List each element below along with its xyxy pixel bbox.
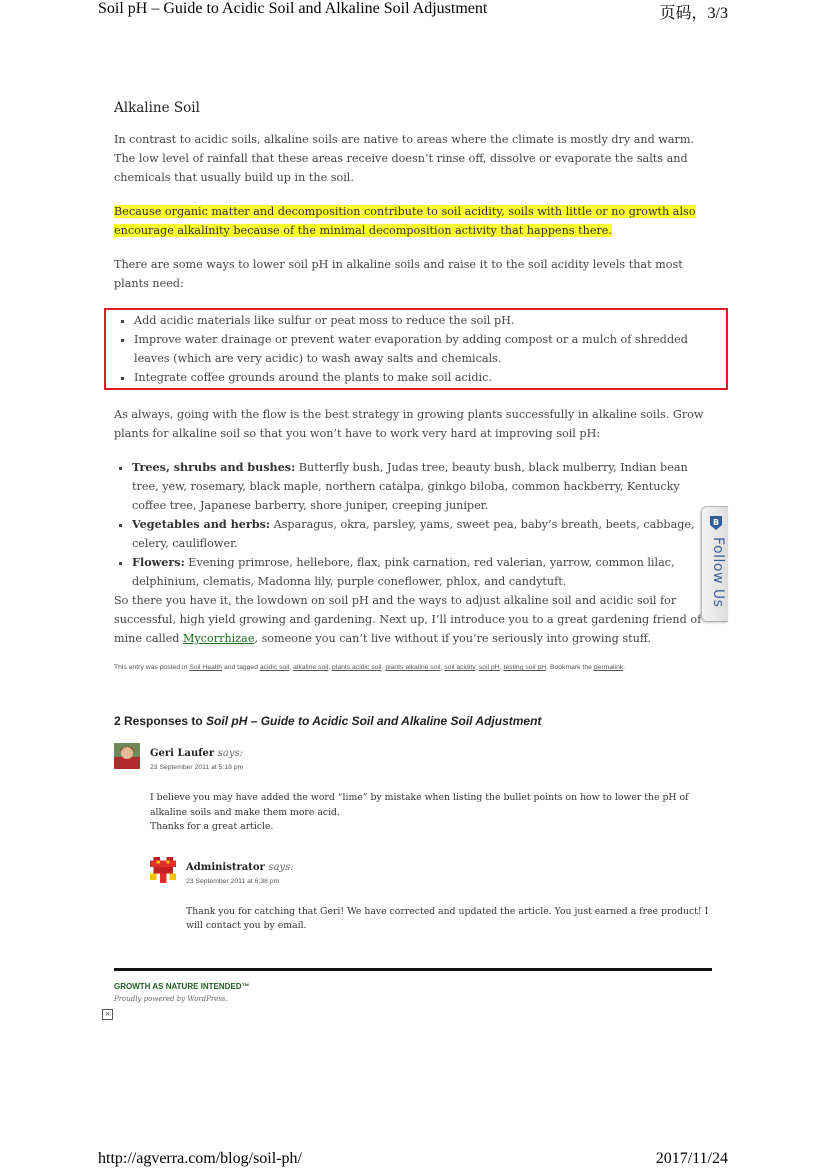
meta-text: . Bookmark the bbox=[546, 664, 594, 671]
plant-category-label: Flowers: bbox=[132, 555, 185, 569]
comment-date[interactable]: 23 September 2011 at 6:38 pm bbox=[186, 877, 280, 885]
comment-text: I believe you may have added the word “lime” by mistake when listing the bullet points on how to lower the pH of alkaline soils and make them more acid. bbox=[150, 792, 689, 818]
print-footer-date: 2017/11/24 bbox=[655, 1150, 728, 1167]
ways-list-box bbox=[104, 308, 728, 390]
follow-us-label: Follow Us bbox=[710, 537, 726, 608]
list-item bbox=[132, 515, 712, 553]
powered-by[interactable]: Proudly powered by WordPress. bbox=[114, 994, 228, 1003]
responses-title bbox=[114, 713, 712, 729]
conclusion-text-end: , someone you can’t live without if you’re seriously into growing stuff. bbox=[254, 632, 651, 645]
list-item: ▪ Integrate coffee grounds around the plants to make soil acidic. bbox=[134, 368, 712, 387]
tag-link[interactable]: soil acidity bbox=[444, 664, 476, 671]
plant-list-text: Evening primrose, hellebore, flax, pink carnation, red valerian, yarrow, common lilac, delphinium, clematis, Madonna lily, purple coneflower, phlox, and candytuft. bbox=[132, 556, 675, 588]
tag-link[interactable]: plants acidic soil bbox=[332, 664, 382, 671]
tag-link[interactable]: acidic soil bbox=[259, 664, 290, 671]
broken-image-icon: × bbox=[102, 1009, 113, 1020]
list-item bbox=[132, 458, 712, 515]
comment-header bbox=[150, 743, 712, 773]
list-item: ▪ Add acidic materials like sulfur or peat moss to reduce the soil pH. bbox=[134, 311, 712, 330]
comment-date[interactable]: 23 September 2011 at 5:18 pm bbox=[150, 764, 244, 771]
avatar bbox=[114, 743, 140, 769]
print-header-title: Soil pH – Guide to Acidic Soil and Alkaline Soil Adjustment bbox=[98, 0, 488, 17]
comment-reply bbox=[150, 857, 712, 934]
comment-text: Thank you for catching that Geri! We have corrected and updated the article. You just earned a free product! I will contact you by email. bbox=[186, 905, 709, 931]
responses-post-title: Soil pH – Guide to Acidic Soil and Alkaline Soil Adjustment bbox=[206, 714, 542, 728]
paragraph-highlighted bbox=[114, 202, 712, 240]
article-content bbox=[114, 98, 712, 1005]
plants-list bbox=[114, 458, 712, 591]
list-item bbox=[132, 553, 712, 591]
entry-meta: This entry was posted in Soil Health and tagged acidic soil, alkaline soil, plants acidic soil, plants alkaline soil, soil acidity, soil pH, testing soil pH. Bookmark the permalink. bbox=[114, 664, 626, 671]
follow-badge-icon bbox=[708, 515, 724, 531]
site-name[interactable]: GROWTH AS NATURE INTENDED™ bbox=[114, 981, 250, 991]
conclusion-text: So there you have it, the lowdown on soil pH and the ways to adjust alkaline soil and acidic soil for successful, high yield growing and gardening. Next up, I’ll introduce you to a great gardening friend of mine called bbox=[114, 594, 702, 645]
footer-divider bbox=[114, 968, 712, 971]
tag-link[interactable]: plants alkaline soil bbox=[385, 664, 441, 671]
paragraph-conclusion bbox=[114, 591, 712, 648]
category-link[interactable]: Soil Health bbox=[189, 664, 223, 671]
paragraph-plants-intro: As always, going with the flow is the best strategy in growing plants successfully in alkaline soils. Grow plants for alkaline soil so that you won’t have to work very hard at improving soil pH: bbox=[114, 408, 704, 440]
ways-list bbox=[116, 311, 712, 387]
meta-text: This entry was posted in bbox=[114, 664, 190, 671]
comment-text: Thanks for a great article. bbox=[150, 821, 274, 832]
svg-text:B: B bbox=[712, 518, 720, 527]
meta-text: and tagged bbox=[222, 664, 260, 671]
comment-says: says: bbox=[217, 748, 243, 759]
comment-author[interactable]: Administrator bbox=[186, 861, 265, 873]
list-item: ▪ Improve water drainage or prevent water evaporation by adding compost or a mulch of shredded leaves (which are very acidic) to wash away salts and chemicals. bbox=[134, 330, 712, 368]
section-heading: Alkaline Soil bbox=[114, 100, 200, 116]
paragraph-intro: In contrast to acidic soils, alkaline soils are native to areas where the climate is mostly dry and warm. The low level of rainfall that these areas receive doesn’t rinse off, dissolve or evaporate the salts and chemicals that usually build up in the soil. bbox=[114, 133, 695, 184]
comment-body bbox=[186, 905, 712, 934]
permalink-link[interactable]: permalink bbox=[593, 664, 624, 671]
plant-list-text: Asparagus, okra, parsley, yams, sweet pea, baby’s breath, beets, cabbage, celery, cauliflower. bbox=[132, 518, 695, 550]
comment-author[interactable]: Geri Laufer bbox=[150, 748, 215, 759]
plant-category-label: Trees, shrubs and bushes: bbox=[132, 460, 296, 474]
highlighted-text: Because organic matter and decomposition contribute to soil acidity, soils with little or no growth also encourage alkalinity because of the minimal decomposition activity that happens there. bbox=[114, 205, 696, 237]
comment-says: says: bbox=[268, 861, 294, 873]
comment-body bbox=[150, 791, 712, 835]
plant-category-label: Vegetables and herbs: bbox=[132, 517, 271, 531]
print-header-page-number: 页码，3/3 bbox=[659, 5, 728, 22]
plant-list-text: Butterfly bush, Judas tree, beauty bush, black mulberry, Indian bean tree, yew, rosemary, black maple, northern catalpa, ginkgo biloba, common hackberry, Kentucky coffee tree, Japanese barberry, shore juniper, creeping juniper. bbox=[132, 461, 688, 512]
responses-count: 2 Responses to bbox=[114, 714, 207, 728]
follow-us-widget[interactable] bbox=[701, 506, 728, 622]
tag-link[interactable]: soil pH bbox=[478, 664, 500, 671]
comment bbox=[114, 743, 712, 934]
avatar bbox=[150, 857, 176, 883]
print-footer-url: http://agverra.com/blog/soil-ph/ bbox=[98, 1150, 302, 1167]
paragraph-ways-intro: There are some ways to lower soil pH in alkaline soils and raise it to the soil acidity levels that most plants need: bbox=[114, 258, 683, 290]
mycorrhizae-link[interactable]: Mycorrhizae bbox=[183, 632, 255, 645]
tag-link[interactable]: alkaline soil bbox=[293, 664, 329, 671]
comment-header bbox=[186, 857, 712, 887]
meta-text: . bbox=[623, 664, 626, 671]
tag-link[interactable]: testing soil pH bbox=[503, 664, 547, 671]
